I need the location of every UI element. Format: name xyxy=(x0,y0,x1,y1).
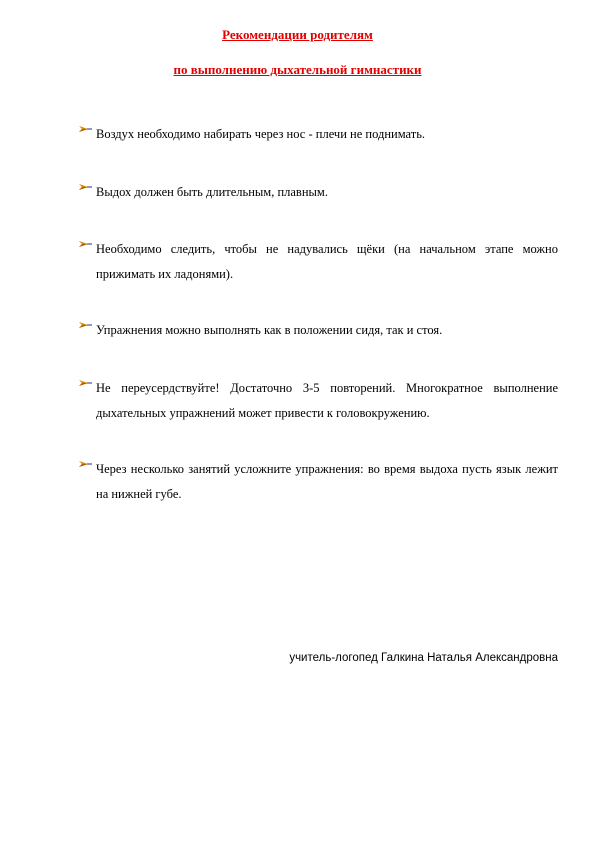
pen-bullet-icon xyxy=(79,460,92,468)
author-signature: учитель-логопед Галкина Наталья Александровна xyxy=(289,652,558,664)
list-item-text: Необходимо следить, чтобы не надувались щёки (на начальном этапе можно прижимать их ладонями). xyxy=(96,242,558,281)
list-item-text: Воздух необходимо набирать через нос - плечи не поднимать. xyxy=(96,127,426,141)
page-title: Рекомендации родителям xyxy=(222,27,373,42)
list-item-text: Через несколько занятий усложните упражнения: во время выдоха пусть язык лежит на нижней губе. xyxy=(96,462,558,501)
list-item-text: Не переусердствуйте! Достаточно 3-5 повторений. Многократное выполнение дыхательных упражнений может привести к головокружению. xyxy=(96,381,558,420)
pen-bullet-icon xyxy=(79,125,92,133)
pen-bullet-icon xyxy=(79,321,92,329)
list-item-text: Упражнения можно выполнять как в положении сидя, так и стоя. xyxy=(96,323,443,337)
page-subtitle: по выполнению дыхательной гимнастики xyxy=(173,62,422,77)
pen-bullet-icon xyxy=(79,183,92,191)
pen-bullet-icon xyxy=(79,379,92,387)
list-item-text: Выдох должен быть длительным, плавным. xyxy=(96,185,328,199)
pen-bullet-icon xyxy=(79,240,92,248)
